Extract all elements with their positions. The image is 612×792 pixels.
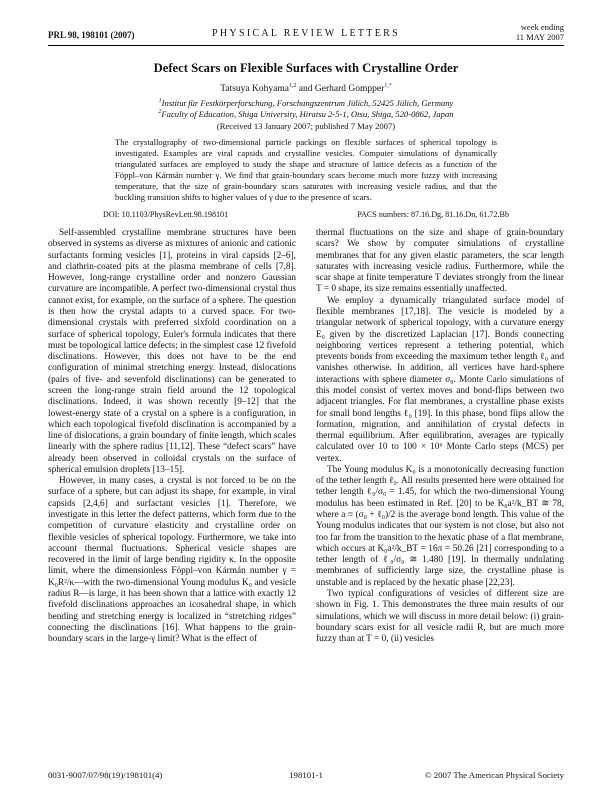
- pacs-numbers: PACS numbers: 87.16.Dg, 81.16.Dn, 61.72.Bb: [357, 210, 509, 219]
- author-name: Tatsuya Kohyama: [220, 84, 289, 94]
- author-conjunction: and: [296, 84, 315, 94]
- page-header: [48, 18, 564, 44]
- week-date: 11 MAY 2007: [515, 32, 564, 42]
- page-number: 198101-1: [289, 770, 323, 780]
- journal-reference: PRL 98, 198101 (2007): [48, 30, 135, 40]
- footer-code: 0031-9007/07/98(19)/198101(4): [48, 770, 163, 780]
- body-paragraph: Two typical configurations of vesicles of different size are shown in Fig. 1. This demonstrates the three main results of our simulations, which we will discuss in more detail below: (i) grain-boundary scars exist for all vesicle radii R, but are much more fuzzy than at T = 0, (ii) vesicles: [316, 589, 564, 645]
- body-column-right: [316, 228, 564, 645]
- doi-link[interactable]: DOI: 10.1103/PhysRevLett.98.198101: [103, 210, 229, 219]
- author-affiliation-mark: 1,2: [288, 82, 297, 89]
- body-paragraph: Self-assembled crystalline membrane structures have been observed in systems as diverse as mixtures of anionic and cationic surfactants forming vesicles [1], proteins in viral capsids [2–6], and clathrin-coated pits at the plasma membrane of cells [7,8]. However, long-range crystalline order and nonzero Gaussian curvature are incompatible. A perfect two-dimensional crystal thus cannot exist, for example, on the surface of a sphere. The question is then how the crystal adapts to a curved space. For two-dimensional crystals with preferred sixfold coordination on a surface of spherical topology, Euler's formula indicates that there must be topological lattice defects; in the simplest case 12 fivefold disclinations. However, this does not have to be the end configuration of minimal stretching energy. Instead, dislocations (pairs of five- and sevenfold disclinations) can be generated to screen the long-range strain field around the 12 topological disclinations. Indeed, it was shown recently [9–12] that the lowest-energy state of a crystal on a sphere is a configuration, in which each topological fivefold disclination is accompanied by a line of dislocations, a grain boundary of finite length, which scales linearly with the sphere radius [11,12]. These “defect scars” have already been observed in colloidal crystals on the surface of spherical emulsion droplets [13–15].: [48, 228, 296, 475]
- affiliation-mark: 1: [158, 98, 162, 105]
- body-column-left: [48, 228, 296, 645]
- author-affiliation-mark[interactable]: 1,*: [384, 82, 392, 89]
- journal-name: PHYSICAL REVIEW LETTERS: [212, 28, 400, 39]
- copyright: © 2007 The American Physical Society: [424, 770, 564, 780]
- affiliation-text: Faculty of Education, Shiga University, Hiratsu 2-5-1, Otsu, Shiga, 520-0862, Japan: [161, 109, 454, 119]
- affiliation-mark: 2: [158, 109, 162, 116]
- author-name: Gerhard Gompper: [314, 84, 385, 94]
- week-label: week ending: [520, 22, 564, 32]
- affiliation: [0, 98, 612, 108]
- author-list: [0, 84, 612, 94]
- header-rule: [48, 45, 564, 46]
- affiliation: [0, 109, 612, 119]
- body-paragraph: thermal fluctuations on the size and shape of grain-boundary scars? We show by computer simulations of crystalline membranes that for any given elastic parameters, the scar length saturates with increasing vesicle radius. Furthermore, while the scar shape at finite temperature T deviates strongly from the linear T = 0 shape, its size remains essentially unaffected.: [316, 228, 564, 295]
- week-ending: [516, 22, 564, 42]
- paper-title: Defect Scars on Flexible Surfaces with Crystalline Order: [153, 61, 459, 75]
- body-paragraph: The Young modulus K₀ is a monotonically decreasing function of the tether length ℓ₀. All results presented here were obtained for tether length ℓ₀/σ₀ = 1.45, for which the two-dimensional Young modulus has been estimated in Ref. [20] to be K₀a²/k_BT ≅ 78, where a ≡ (σ₀ + ℓ₀)/2 is the average bond length. This value of the Young modulus indicates that our system is not close, but also not too far from the transition to the hexatic phase of a flat membrane, which occurs at K₀a²/k_BT = 16π = 50.26 [21] corresponding to a tether length of ℓ₀/σ₀ ≅ 1.480 [19]. In thermally undulating membranes of sufficiently large size, the crystalline phase is unstable and is replaced by the hexatic phase [22,23].: [316, 464, 564, 588]
- body-paragraph: However, in many cases, a crystal is not forced to be on the surface of a sphere, but can adjust its shape, for example, in viral capsids [2,4,6] and surfactant vesicles [1]. Therefore, we investigate in this letter the defect patterns, which form due to the competition of curvature elasticity and crystalline order on flexible vesicles of spherical topology. Furthermore, we take into account thermal fluctuations. Spherical vesicle shapes are recovered in the limit of large bending rigidity κ. In the opposite limit, where the dimensionless Föppl–von Kármán number γ = K₀R²/κ—with the two-dimensional Young modulus K₀ and vesicle radius R—is large, it has been shown that a lattice with exactly 12 fivefold disclinations approaches an icosahedral shape, in which bending and stretching energy is localized in “stretching ridges” connecting the disclinations [16]. What happens to the grain-boundary scars in the large-γ limit? What is the effect of: [48, 476, 296, 645]
- abstract: The crystallography of two-dimensional particle packings on flexible surfaces of spherical topology is investigated. Examples are viral capsids and crystalline vesicles. Computer simulations of dynamically triangulated surfaces are employed to study the shape and structure of lattice defects as a function of the Föppl–von Kármán number γ. We find that grain-boundary scars become much more fuzzy with increasing temperature, that the size of grain-boundary scars saturates with increasing vesicle radius, and that the buckling transition shifts to higher values of γ due to the presence of scars.: [115, 137, 497, 202]
- received-date: (Received 13 January 2007; published 7 May 2007): [216, 121, 396, 131]
- body-paragraph: We employ a dynamically triangulated surface model of flexible membranes [17,18]. The vesicle is modeled by a triangular network of spherical topology, with a curvature energy E₀ given by the discretized Laplacian [17]. Bonds connecting neighboring vertices represent a tethering potential, which prevents bonds from exceeding the maximum tether length ℓ₀ and vanishes otherwise. In addition, all vertices have hard-sphere interactions with sphere diameter σ₀. Monte Carlo simulations of this model consist of vertex moves and bond-flips between two adjacent triangles. For flat membranes, a crystalline phase exists for small bond lengths ℓ₀ [19]. In this phase, bond flips allow the formation, migration, and annihilation of crystal defects in thermal equilibrium. After equilibration, averages are typically calculated over 10 to 100 × 10⁶ Monte Carlo steps (MCS) per vertex.: [316, 295, 564, 464]
- affiliation-text: Institut für Festkörperforschung, Forschungszentrum Jülich, 52425 Jülich, Germany: [161, 98, 454, 108]
